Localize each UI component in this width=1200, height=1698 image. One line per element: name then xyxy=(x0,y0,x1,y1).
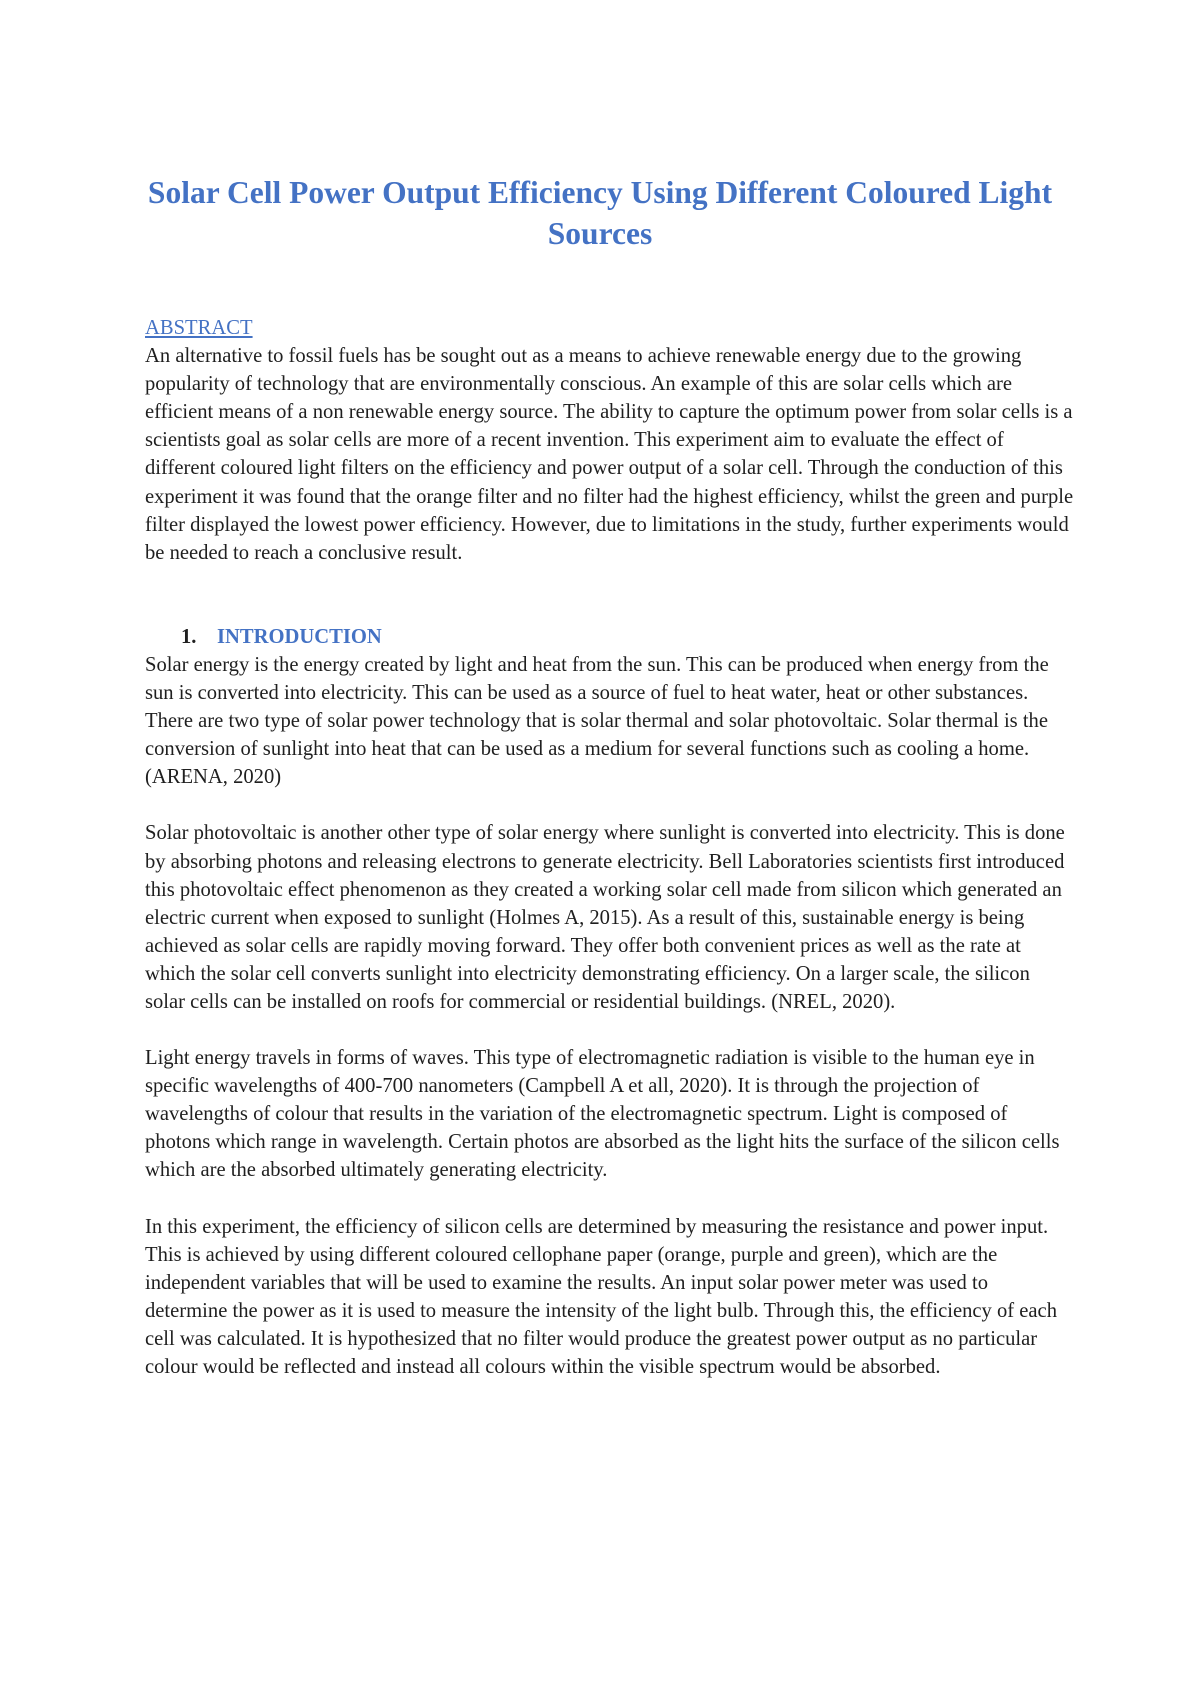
paragraph-spacer xyxy=(145,1016,1075,1044)
introduction-heading xyxy=(145,623,1075,651)
introduction-heading-label: INTRODUCTION xyxy=(217,625,382,648)
abstract-paragraph: An alternative to fossil fuels has be sought out as a means to achieve renewable energy due to the growing popularity of technology that are environmentally conscious. An example of this are solar cells which are efficient means of a non renewable energy source. The ability to capture the optimum power from solar cells is a scientists goal as solar cells are more of a recent invention. This experiment aim to evaluate the effect of different coloured light filters on the efficiency and power output of a solar cell. Through the conduction of this experiment it was found that the orange filter and no filter had the highest efficiency, whilst the green and purple filter displayed the lowest power efficiency. However, due to limitations in the study, further experiments would be needed to reach a conclusive result. xyxy=(145,345,1074,564)
abstract-section xyxy=(145,314,1075,567)
abstract-heading: ABSTRACT xyxy=(145,317,253,339)
introduction-paragraph: Solar photovoltaic is another other type of solar energy where sunlight is converted into electricity. This is done by absorbing photons and releasing electrons to generate electricity. Bell Laboratories scientists first introduced this photovoltaic effect phenomenon as they created a working solar cell made from silicon which generated an electric current when exposed to sunlight (Holmes A, 2015). As a result of this, sustainable energy is being achieved as solar cells are rapidly moving forward. They offer both convenient prices as well as the rate at which the solar cell converts sunlight into electricity demonstrating efficiency. On a larger scale, the silicon solar cells can be installed on roofs for commercial or residential buildings. (NREL, 2020). xyxy=(145,822,1065,1013)
document-body xyxy=(145,314,1075,1381)
introduction-section xyxy=(145,623,1075,1381)
introduction-paragraph: Solar energy is the energy created by light and heat from the sun. This can be produced when energy from the sun is converted into electricity. This can be used as a source of fuel to heat water, heat or other substances. There are two type of solar power technology that is solar thermal and solar photovoltaic. Solar thermal is the conversion of sunlight into heat that can be used as a medium for several functions such as cooling a home. (ARENA, 2020) xyxy=(145,653,1049,789)
paragraph-spacer xyxy=(145,791,1075,819)
section-spacer xyxy=(145,567,1075,623)
introduction-paragraph: Light energy travels in forms of waves. This type of electromagnetic radiation is visible to the human eye in specific wavelengths of 400-700 nanometers (Campbell A et all, 2020). It is through the projection of wavelengths of colour that results in the variation of the electromagnetic spectrum. Light is composed of photons which range in wavelength. Certain photos are absorbed as the light hits the surface of the silicon cells which are the absorbed ultimately generating electricity. xyxy=(145,1047,1060,1182)
section-number: 1. xyxy=(181,625,197,648)
introduction-paragraph: In this experiment, the efficiency of silicon cells are determined by measuring the resistance and power input. This is achieved by using different coloured cellophane paper (orange, purple and green), which are the independent variables that will be used to examine the results. An input solar power meter was used to determine the power as it is used to measure the intensity of the light bulb. Through this, the efficiency of each cell was calculated. It is hypothesized that no filter would produce the greatest power output as no particular colour would be reflected and instead all colours within the visible spectrum would be absorbed. xyxy=(145,1215,1057,1378)
paragraph-spacer xyxy=(145,1185,1075,1213)
document-title: Solar Cell Power Output Efficiency Using Different Coloured Light Sources xyxy=(147,175,1053,251)
